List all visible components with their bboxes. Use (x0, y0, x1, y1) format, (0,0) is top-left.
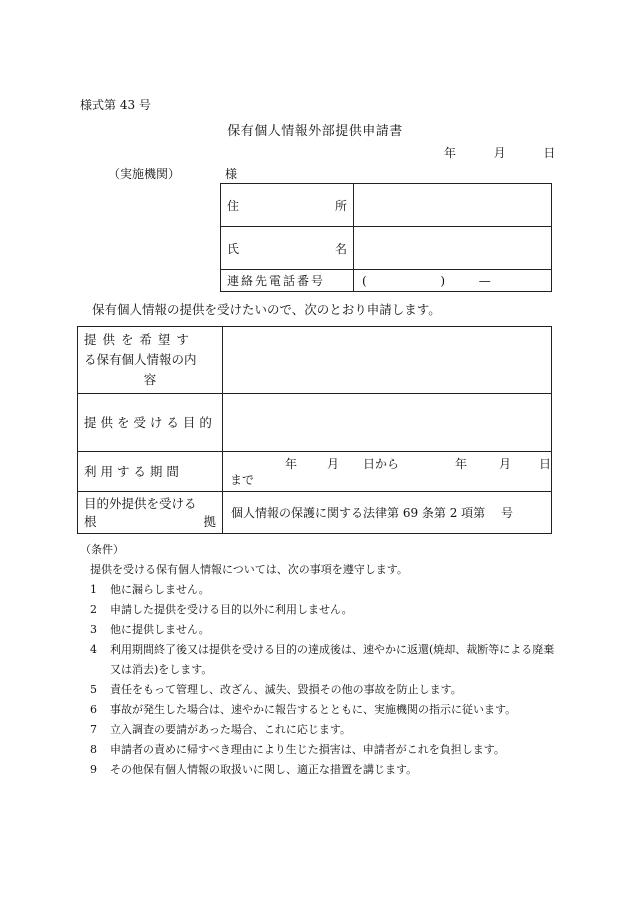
condition-text: 事故が発生した場合は、速やかに報告するとともに、実施機関の指示に従います。 (110, 703, 517, 716)
purpose-field[interactable] (223, 394, 552, 452)
condition-number: 2 (90, 603, 97, 616)
condition-text: 利用期間終了後又は提供を受ける目的の達成後は、速やかに返還(焼却、裁断等による廃棄 (110, 643, 555, 656)
name-field[interactable] (354, 227, 552, 270)
condition-item (80, 720, 554, 740)
honorific: 様 (225, 167, 238, 181)
condition-number: 9 (90, 763, 97, 776)
condition-text: 又は消去)をします。 (110, 663, 213, 676)
date-day: 日 (543, 146, 556, 160)
desired-info-label: 提 供 を 希 望 す る保有個人情報の内 容 (78, 327, 223, 394)
condition-item (80, 680, 554, 700)
condition-text: 他に漏らしません。 (110, 583, 210, 596)
condition-item (80, 640, 554, 660)
period-label: 利 用 す る 期 間 (78, 452, 223, 492)
condition-number: 8 (90, 743, 97, 756)
conditions-heading: （条件） (80, 543, 124, 556)
condition-number: 7 (90, 723, 97, 736)
condition-text: 申請者の責めに帰すべき理由により生じた損害は、申請者がこれを負担します。 (110, 743, 505, 756)
institution-label: （実施機関） (108, 167, 181, 181)
period-month-start: 月 (327, 457, 340, 471)
conditions-list (80, 580, 554, 780)
condition-text: その他保有個人情報の取扱いに関し、適正な措置を講じます。 (110, 763, 418, 776)
condition-item (80, 760, 554, 780)
condition-number: 1 (90, 583, 97, 596)
condition-item (80, 620, 554, 640)
form-title: 保有個人情報外部提供申請書 (227, 124, 403, 139)
period-until: まで (230, 473, 255, 487)
condition-item (80, 580, 554, 600)
condition-text: 責任をもって管理し、改ざん、滅失、毀損その他の事故を防止します。 (110, 683, 462, 696)
period-year-start: 年 (285, 457, 298, 471)
conditions (80, 540, 554, 780)
period-day-from: 日から (363, 457, 400, 471)
basis-label: 目的外提供を受ける 根 拠 (78, 492, 223, 534)
condition-item (80, 600, 554, 620)
period-year-end: 年 (455, 457, 468, 471)
address-label: 住 所 (221, 184, 354, 227)
date-line (444, 144, 555, 161)
phone-field[interactable]: ( ) — (354, 270, 552, 292)
conditions-intro: 提供を受ける保有個人情報については、次の事項を遵守します。 (90, 563, 408, 576)
condition-item (80, 700, 554, 720)
condition-text: 他に提供しません。 (110, 623, 210, 636)
condition-text: 申請した提供を受ける目的以外に利用しません。 (110, 603, 353, 616)
form-number: 様式第 43 号 (80, 98, 151, 112)
date-year: 年 (444, 146, 457, 160)
period-day-end: 日 (539, 457, 552, 471)
phone-label: 連絡先電話番号 (221, 270, 354, 292)
condition-item (80, 740, 554, 760)
condition-item (80, 660, 554, 680)
condition-number: 5 (90, 683, 97, 696)
name-label: 氏 名 (221, 227, 354, 270)
date-month: 月 (493, 146, 506, 160)
desired-info-field[interactable] (223, 327, 552, 394)
period-field[interactable] (223, 452, 552, 492)
basis-field[interactable]: 個人情報の保護に関する法律第 69 条第 2 項第 号 (223, 492, 552, 534)
period-month-end: 月 (499, 457, 512, 471)
condition-number: 3 (90, 623, 97, 636)
condition-number: 6 (90, 703, 97, 716)
applicant-table (220, 183, 552, 292)
address-field[interactable] (354, 184, 552, 227)
intro-text: 保有個人情報の提供を受けたいので、次のとおり申請します。 (92, 302, 441, 317)
purpose-label: 提 供 を 受 け る 目 的 (78, 394, 223, 452)
condition-text: 立入調査の要請があった場合、これに応じます。 (110, 723, 352, 736)
condition-number: 4 (90, 643, 97, 656)
request-table (77, 326, 552, 534)
